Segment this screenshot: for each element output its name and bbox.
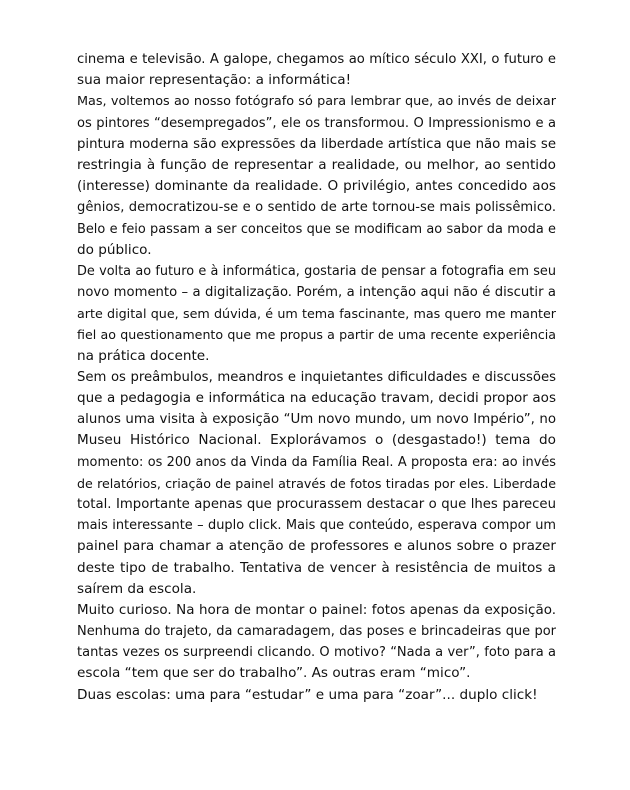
text-line: cinema e televisão. A galope, chegamos ao mítico século XXI, o futuro e (77, 52, 556, 67)
text-line: restringia à função de representar a realidade, ou melhor, ao sentido (77, 156, 556, 173)
text-line: novo momento – a digitalização. Porém, a intenção aqui não é discutir a (77, 285, 556, 301)
text-line: De volta ao futuro e à informática, gostaria de pensar a fotografia em seu (77, 263, 556, 279)
text-line: escola “tem que ser do trabalho”. As outras eram “mico”. (77, 665, 471, 682)
text-line: deste tipo de trabalho. Tentativa de vencer à resistência de muitos a (77, 559, 556, 576)
text-line: total. Importante apenas que procurassem destacar o que lhes pareceu (77, 496, 556, 512)
text-line: que a pedagogia e informática na educação travam, decidi propor aos (77, 390, 556, 406)
text-line: arte digital que, sem dúvida, é um tema fascinante, mas quero me manter (77, 306, 556, 322)
text-line: Duas escolas: uma para “estudar” e uma para “zoar”... duplo click! (77, 686, 538, 703)
paragraph (77, 367, 556, 600)
text-line: do público. (77, 241, 152, 258)
text-line: Museu Histórico Nacional. Explorávamos o (desgastado!) tema do (77, 432, 556, 449)
text-line: mais interessante – duplo click. Mais que conteúdo, esperava compor um (77, 518, 556, 534)
text-line: sua maior representação: a informática! (77, 72, 352, 89)
text-line: na prática docente. (77, 347, 210, 364)
document-page (77, 49, 556, 706)
text-line: gênios, democratizou-se e o sentido de arte tornou-se mais polissêmico. (77, 200, 556, 216)
text-line: saírem da escola. (77, 580, 197, 597)
paragraph (77, 600, 556, 685)
text-line: momento: os 200 anos da Vinda da Família Real. A proposta era: ao invés (77, 454, 556, 470)
text-line: Mas, voltemos ao nosso fotógrafo só para lembrar que, ao invés de deixar (77, 94, 556, 110)
text-line: Muito curioso. Na hora de montar o painel: fotos apenas da exposição. (77, 601, 556, 618)
paragraph (77, 685, 556, 706)
text-line: fiel ao questionamento que me propus a partir de uma recente experiência (77, 327, 556, 343)
text-line: pintura moderna são expressões da liberdade artística que não mais se (77, 136, 556, 152)
text-line: Belo e feio passam a ser conceitos que se modificam ao sabor da moda e (77, 221, 556, 237)
text-line: alunos uma visita à exposição “Um novo mundo, um novo Império”, no (77, 412, 556, 428)
paragraph (77, 91, 556, 261)
text-line: Sem os preâmbulos, meandros e inquietantes dificuldades e discussões (77, 369, 556, 385)
text-line: tantas vezes os surpreendi clicando. O motivo? “Nada a ver”, foto para a (77, 645, 556, 661)
text-line: os pintores “desempregados”, ele os transformou. O Impressionismo e a (77, 115, 556, 131)
text-line: de relatórios, criação de painel através de fotos tiradas por eles. Liberdade (77, 475, 556, 491)
paragraph (77, 261, 556, 367)
text-line: Nenhuma do trajeto, da camaradagem, das poses e brincadeiras que por (77, 624, 556, 640)
paragraph (77, 49, 556, 91)
text-line: (interesse) dominante da realidade. O privilégio, antes concedido aos (77, 178, 556, 195)
text-line: painel para chamar a atenção de professores e alunos sobre o prazer (77, 538, 556, 555)
